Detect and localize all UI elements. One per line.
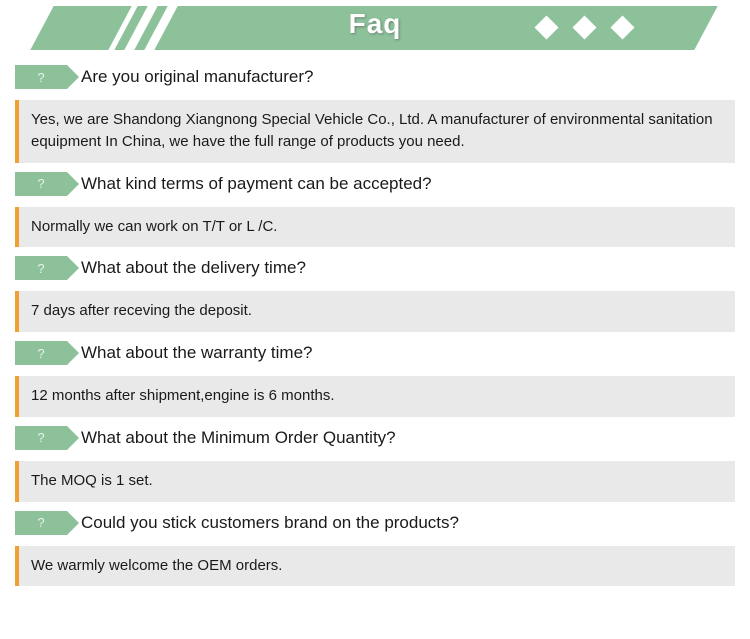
faq-question-row[interactable]	[15, 508, 735, 538]
faq-item	[15, 253, 735, 332]
faq-answer-text: The MOQ is 1 set.	[15, 461, 735, 502]
question-mark-icon: ?	[15, 65, 67, 89]
question-mark-icon: ?	[15, 511, 67, 535]
faq-question-text: Are you original manufacturer?	[81, 67, 314, 86]
page-title: Faq	[348, 8, 402, 39]
faq-question-text: What about the warranty time?	[81, 343, 313, 362]
faq-item	[15, 338, 735, 417]
faq-header-banner	[0, 0, 750, 62]
faq-list	[0, 62, 750, 586]
faq-item	[15, 169, 735, 248]
faq-answer-text: 7 days after receving the deposit.	[15, 291, 735, 332]
faq-question-row[interactable]	[15, 338, 735, 368]
question-mark-icon: ?	[15, 256, 67, 280]
faq-answer-text: We warmly welcome the OEM orders.	[15, 546, 735, 587]
faq-question-row[interactable]	[15, 423, 735, 453]
question-mark-icon: ?	[15, 426, 67, 450]
faq-question-text: What about the Minimum Order Quantity?	[81, 427, 396, 447]
faq-question-row[interactable]	[15, 169, 735, 199]
faq-question-row[interactable]	[15, 62, 735, 92]
faq-item	[15, 508, 735, 587]
faq-item	[15, 423, 735, 502]
question-mark-icon: ?	[15, 341, 67, 365]
faq-item	[15, 62, 735, 163]
faq-answer-text: Yes, we are Shandong Xiangnong Special Vehicle Co., Ltd. A manufacturer of environmental sanitation equipment In China, we have the full range of products you need.	[15, 100, 735, 163]
faq-question-text: What kind terms of payment can be accepted?	[81, 173, 432, 193]
faq-question-text: Could you stick customers brand on the products?	[81, 512, 459, 532]
faq-question-text: What about the delivery time?	[81, 258, 306, 278]
question-mark-icon: ?	[15, 172, 67, 196]
faq-answer-text: 12 months after shipment,engine is 6 months.	[15, 376, 735, 417]
faq-answer-text: Normally we can work on T/T or L /C.	[15, 207, 735, 248]
faq-question-row[interactable]	[15, 253, 735, 283]
